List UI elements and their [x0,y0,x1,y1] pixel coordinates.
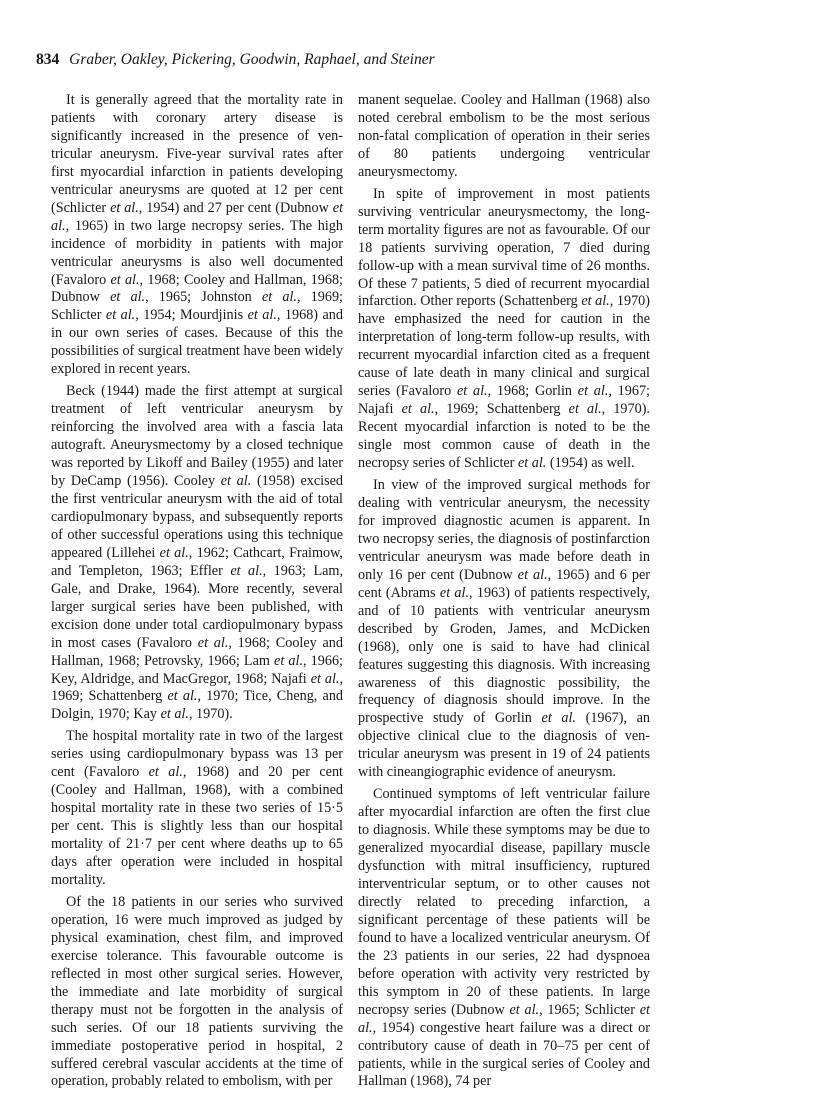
running-head [36,50,796,70]
continued-paragraph: manent sequelae. Cooley and Hallman (1968) also noted cerebral embolism to be the most serious non-fatal complication of operation in their series of 80 patients undergoing ventricular aneurysmectomy. [358,92,650,180]
body-paragraph: Of the 18 patients in our series who survived operation, 16 were much improved as judged by physical examination, chest film, and improved exercise tolerance. This favourable outcome is reflected in most other surgical series. However, the immediate and late morbidity of surgical therapy must not be forgotten in the analysis of such series. Of our 18 patients surviving the immediate postoperative period in hospital, 2 suffered cerebral vascular accidents at the time of operation, probably related to embolism, with per [51,893,343,1090]
right-column [358,92,650,1095]
body-paragraph: Continued symptoms of left ventricular failure after myocardial infarction are often the first clue to diagnosis. While these symptoms may be due to generalized myocardial disease, papillary muscle dysfunction with mitral insufficiency, ruptured interventricular septum, or to other causes not directly related to preceding infarction, a significant percentage of these patients will be found to have a localized ventricular aneurysm. Of the 23 patients in our series, 22 had dyspnoea before operation with activity very restricted by this symptom in 20 of these patients. In large necropsy series (Dubnow et al., 1965; Schlicter et al., 1954) congestive heart failure was a direct or contributory cause of death in 70–75 per cent of patients, while in the surgical series of Cooley and Hallman (1968), 74 per [358,786,650,1090]
body-paragraph: Beck (1944) made the first attempt at surgical treatment of left ventricular aneurysm by reinforcing the involved area with a fascia lata autograft. Aneurysmectomy by a closed technique was reported by Likoff and Bailey (1955) and later by DeCamp (1956). Cooley et al. (1958) excised the first ventricular aneurysm with the aid of total cardiopulmonary bypass, and subsequently reports of other successful operations using this technique appeared (Lillehei et al., 1962; Cathcart, Fraimow, and Templeton, 1963; Effler et al., 1963; Lam, Gale, and Drake, 1964). More recently, several larger surgical series have been published, with excision done under total cardiopulmonary bypass in most cases (Favaloro et al., 1968; Cooley and Hallman, 1968; Petrovsky, 1966; Lam et al., 1966; Key, Aldridge, and MacGregor, 1968; Najafi et al., 1969; Schattenberg et al., 1970; Tice, Cheng, and Dolgin, 1970; Kay et al., 1970). [51,383,344,723]
body-paragraph: In view of the improved surgical methods for dealing with ventricular aneurysm, the necessity for improved diagnostic acumen is apparent. In two necropsy series, the diagnosis of postinfarction ventricular aneurysm was made before death in only 16 per cent (Dubnow et al., 1965) and 6 per cent (Abrams et al., 1963) of patients respectively, and of 10 patients with ventricular aneurysm described by Groden, James, and McDicken (1968), only one is said to have had clinical features suggesting this diagnosis. With increasing awareness of this diagnostic possibility, the frequency of diagnosis should improve. In the prospective study of Gorlin et al. (1967), an objective clinical clue to the diagnosis of ventricular aneurysm was present in 19 of 24 patients with cineangiographic evidence of aneurysm. [358,477,651,781]
body-paragraph: It is generally agreed that the mortality rate in patients with coronary artery disease is significantly increased in the presence of ventricular aneurysm. Five-year survival rates after first myocardial infarction in patients developing ventricular aneurysms are quoted at 12 per cent (Schlicter et al., 1954) and 27 per cent (Dubnow et al., 1965) in two large necropsy series. The high incidence of morbidity in patients with major ventricular aneurysms is also well documented (Favaloro et al., 1968; Cooley and Hallman, 1968; Dubnow et al., 1965; Johnston et al., 1969; Schlicter et al., 1954; Mourdjinis et al., 1968) and in our own series of cases. Because of this the possibilities of surgical treatment have been widely explored in recent years. [51,92,344,378]
body-paragraph: The hospital mortality rate in two of the largest series using cardiopulmonary bypass was 13 per cent (Favaloro et al., 1968) and 20 per cent (Cooley and Hallman, 1968), with a combined hospital mortality rate in these two series of 15·5 per cent. This is slightly less than our hospital mortality of 21·7 per cent where deaths up to 65 days after operation were included in hospital mortality. [51,728,343,888]
running-head-authors: Graber, Oakley, Pickering, Goodwin, Raphael, and Steiner [69,51,435,68]
page-number: 834 [36,51,60,68]
left-column [51,92,343,1095]
body-paragraph: In spite of improvement in most patients surviving ventricular aneurysmectomy, the long-term mortality figures are not as favourable. Of our 18 patients surviving operation, 7 died during follow-up with a mean survival time of 26 months. Of these 7 patients, 5 died of recurrent myocardial infarction. Other reports (Schattenberg et al., 1970) have emphasized the need for caution in the interpretation of long-term follow-up results, with recurrent myocardial infarction cited as a frequent cause of late death in many clinical and surgical series (Favaloro et al., 1968; Gorlin et al., 1967; Najafi et al., 1969; Schattenberg et al., 1970). Recent myocardial infarction is noted to be the single most common cause of death in the necropsy series of Schlicter et al. (1954) as well. [358,185,651,472]
